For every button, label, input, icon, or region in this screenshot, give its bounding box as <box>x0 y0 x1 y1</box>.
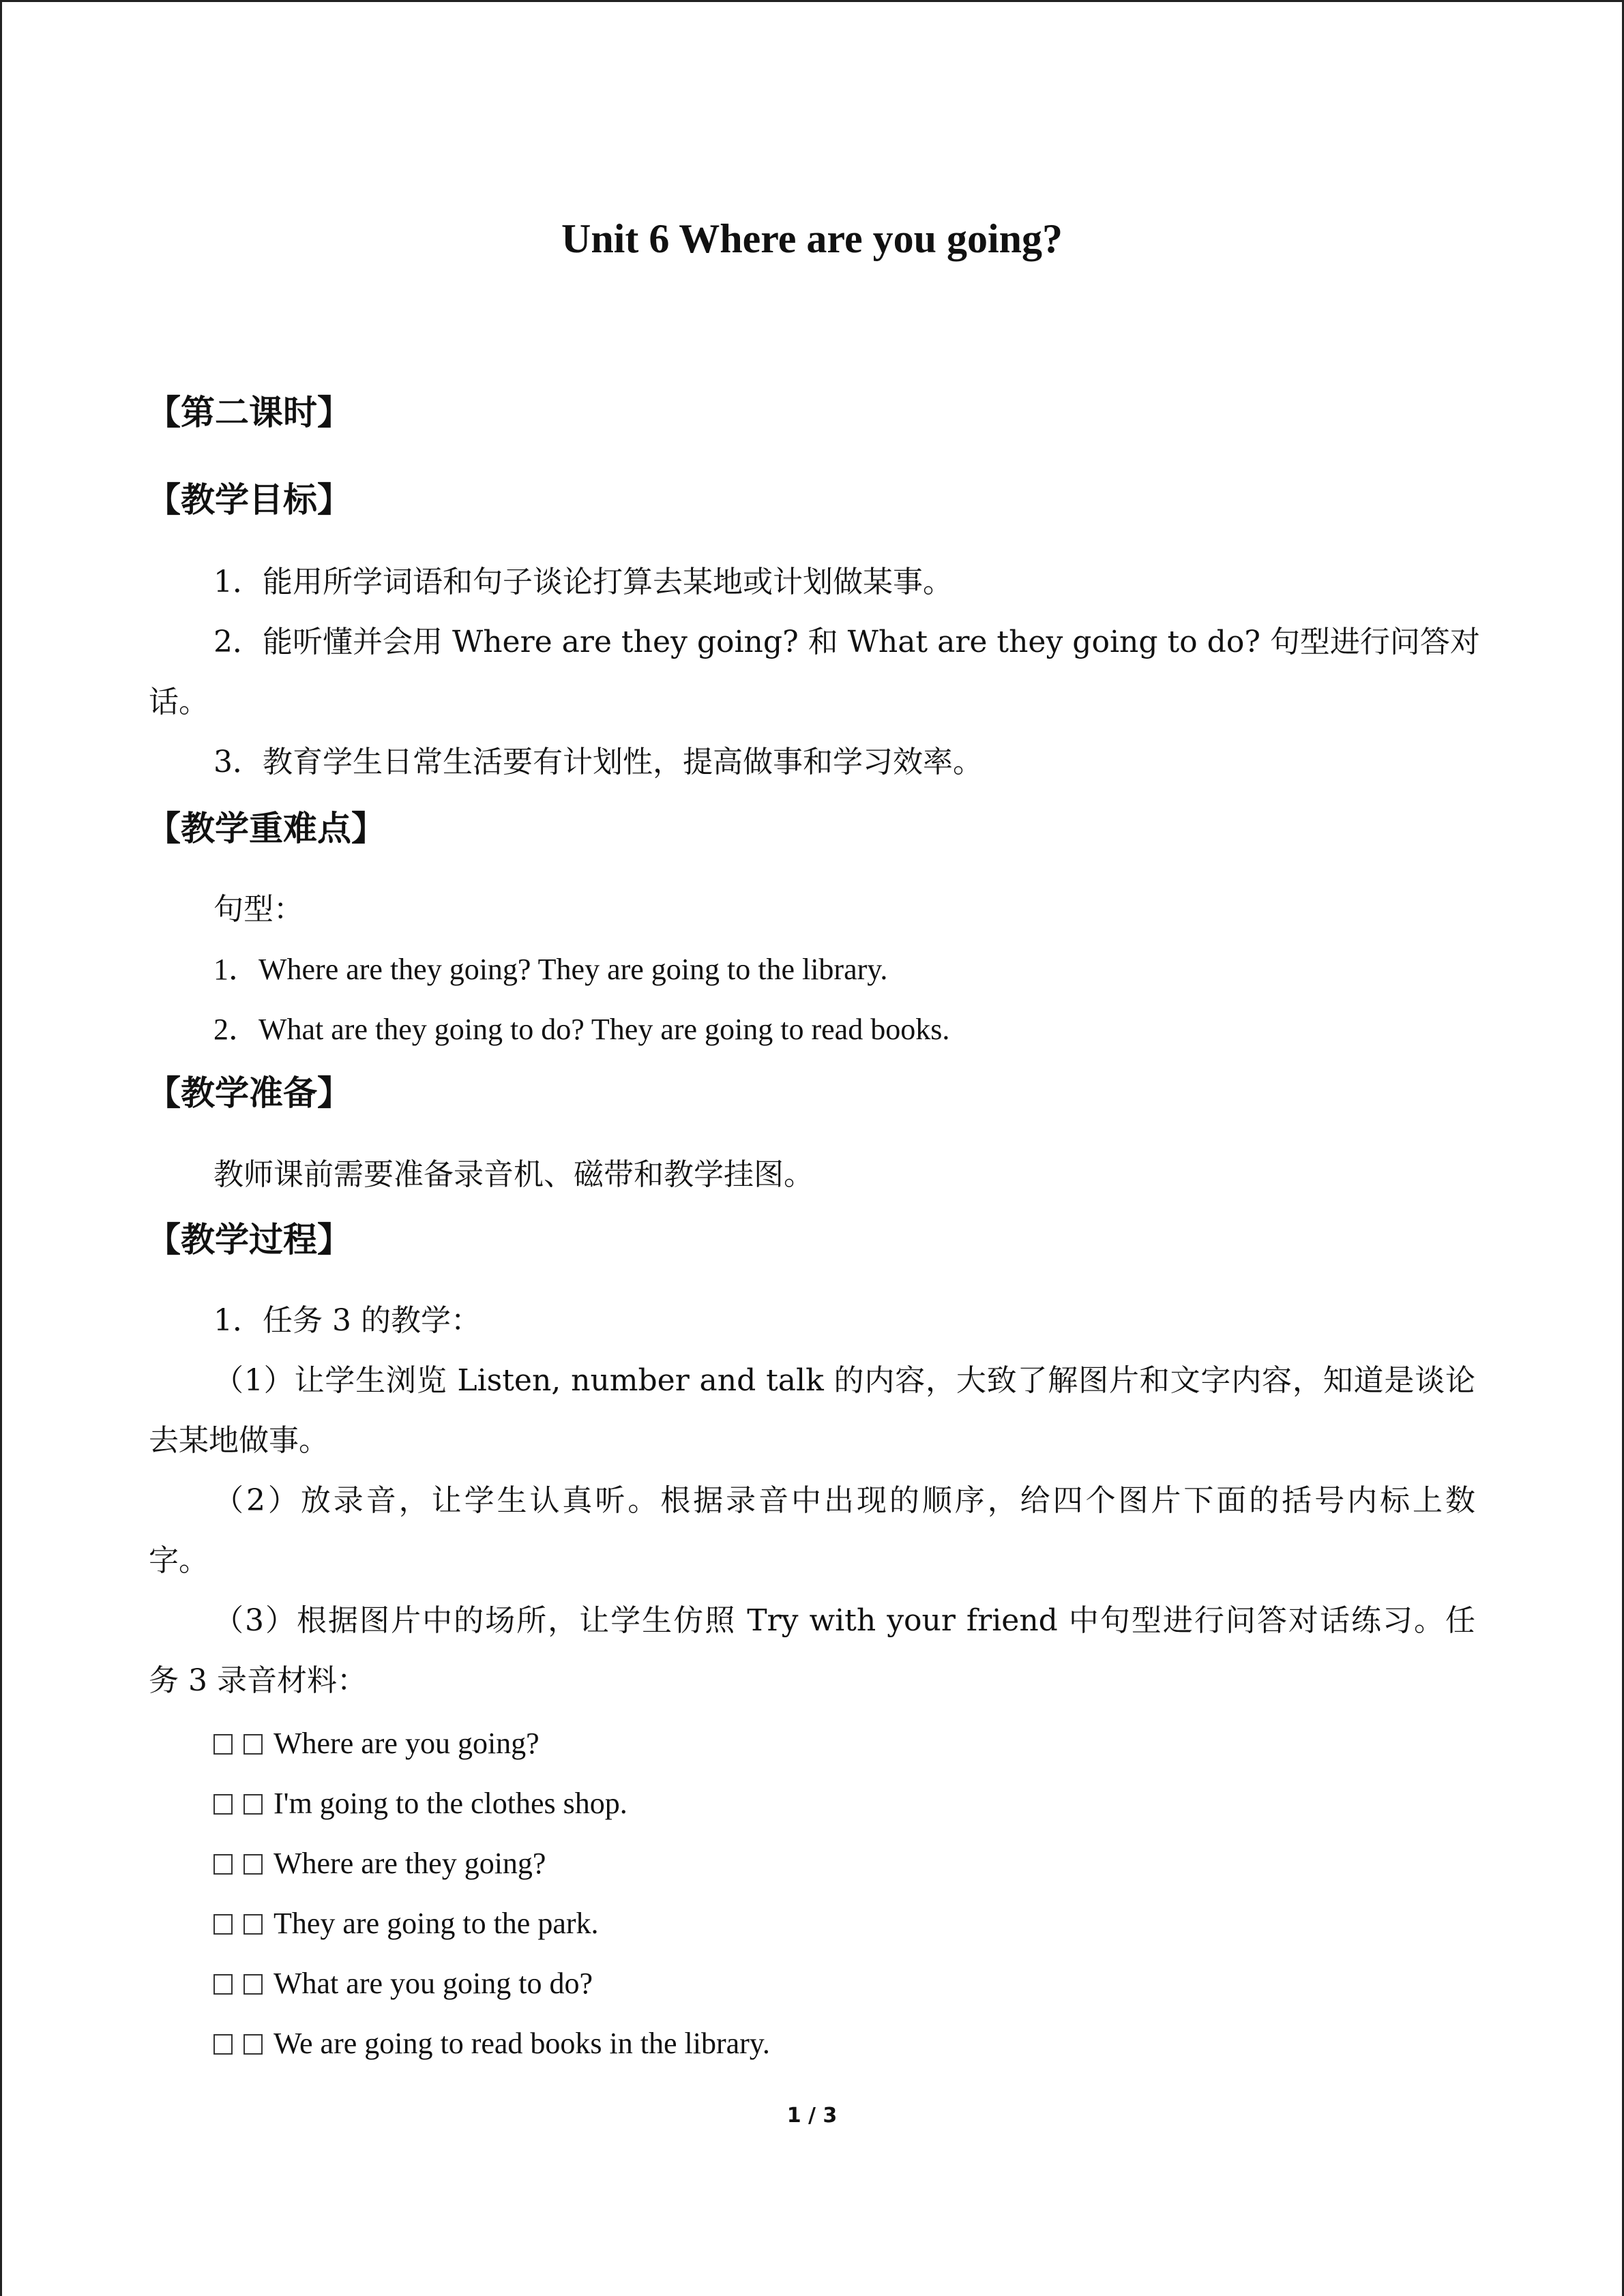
section-heading-keypoints: 【教学重难点】 <box>147 809 385 848</box>
checkbox-square <box>243 2034 263 2055</box>
checkbox-square <box>213 1974 233 1995</box>
goal-item-2-line-1: 2．能听懂并会用 Where are they going? 和 What are they going to do? 句型进行问答对 <box>213 625 1480 659</box>
process-step-3-line-2: 务 3 录音材料： <box>149 1663 367 1698</box>
dialogue-text: We are going to read books in the library. <box>274 2027 770 2060</box>
process-step-3-line-1: （3）根据图片中的场所，让学生仿照 Try with your friend 中句型进行问答对话练习。任 <box>213 1603 1475 1638</box>
section-heading-goals: 【教学目标】 <box>147 480 351 520</box>
dialogue-text: Where are you going? <box>274 1727 540 1760</box>
dialogue-text: I'm going to the clothes shop. <box>274 1787 628 1820</box>
section-heading-prep: 【教学准备】 <box>147 1073 351 1113</box>
checkbox-square <box>243 1914 263 1935</box>
dialogue-text: What are you going to do? <box>274 1967 593 2000</box>
section-heading-lesson: 【第二课时】 <box>147 393 351 432</box>
goal-item-2-line-2: 话。 <box>149 685 209 719</box>
process-step-2-line-2: 字。 <box>149 1543 209 1578</box>
dialogue-line <box>213 1963 593 2005</box>
checkbox-square <box>243 1794 263 1815</box>
goal-item-3: 3．教育学生日常生活要有计划性，提高做事和学习效率。 <box>213 745 983 779</box>
checkbox-square <box>213 1734 233 1755</box>
dialogue-line <box>213 1783 628 1825</box>
keypoints-label: 句型： <box>213 892 304 927</box>
checkbox-square <box>213 1854 233 1875</box>
checkbox-square <box>243 1974 263 1995</box>
prep-text: 教师课前需要准备录音机、磁带和教学挂图。 <box>213 1157 814 1192</box>
checkbox-square <box>243 1734 263 1755</box>
checkbox-square <box>213 2034 233 2055</box>
keypoints-item-1: 1．Where are they going? They are going to the library. <box>213 953 888 986</box>
process-step-1-line-1: （1）让学生浏览 Listen, number and talk 的内容，大致了解图片和文字内容，知道是谈论 <box>213 1363 1475 1398</box>
dialogue-text: Where are they going? <box>274 1847 546 1880</box>
checkbox-square <box>213 1914 233 1935</box>
dialogue-line <box>213 2023 770 2065</box>
process-step-2-line-1: （2）放录音，让学生认真听。根据录音中出现的顺序，给四个图片下面的括号内标上数 <box>213 1483 1475 1518</box>
page-number: 1 / 3 <box>786 2104 838 2128</box>
dialogue-text: They are going to the park. <box>274 1907 599 1940</box>
goal-item-1: 1．能用所学词语和句子谈论打算去某地或计划做某事。 <box>213 565 953 599</box>
checkbox-square <box>243 1854 263 1875</box>
dialogue-line <box>213 1843 546 1885</box>
process-task: 1．任务 3 的教学： <box>213 1303 481 1338</box>
process-step-1-line-2: 去某地做事。 <box>149 1423 329 1458</box>
checkbox-square <box>213 1794 233 1815</box>
section-heading-process: 【教学过程】 <box>147 1220 351 1259</box>
dialogue-line <box>213 1723 540 1765</box>
keypoints-item-2: 2．What are they going to do? They are going to read books. <box>213 1013 950 1046</box>
dialogue-line <box>213 1903 599 1945</box>
document-title: Unit 6 Where are you going? <box>561 216 1063 261</box>
